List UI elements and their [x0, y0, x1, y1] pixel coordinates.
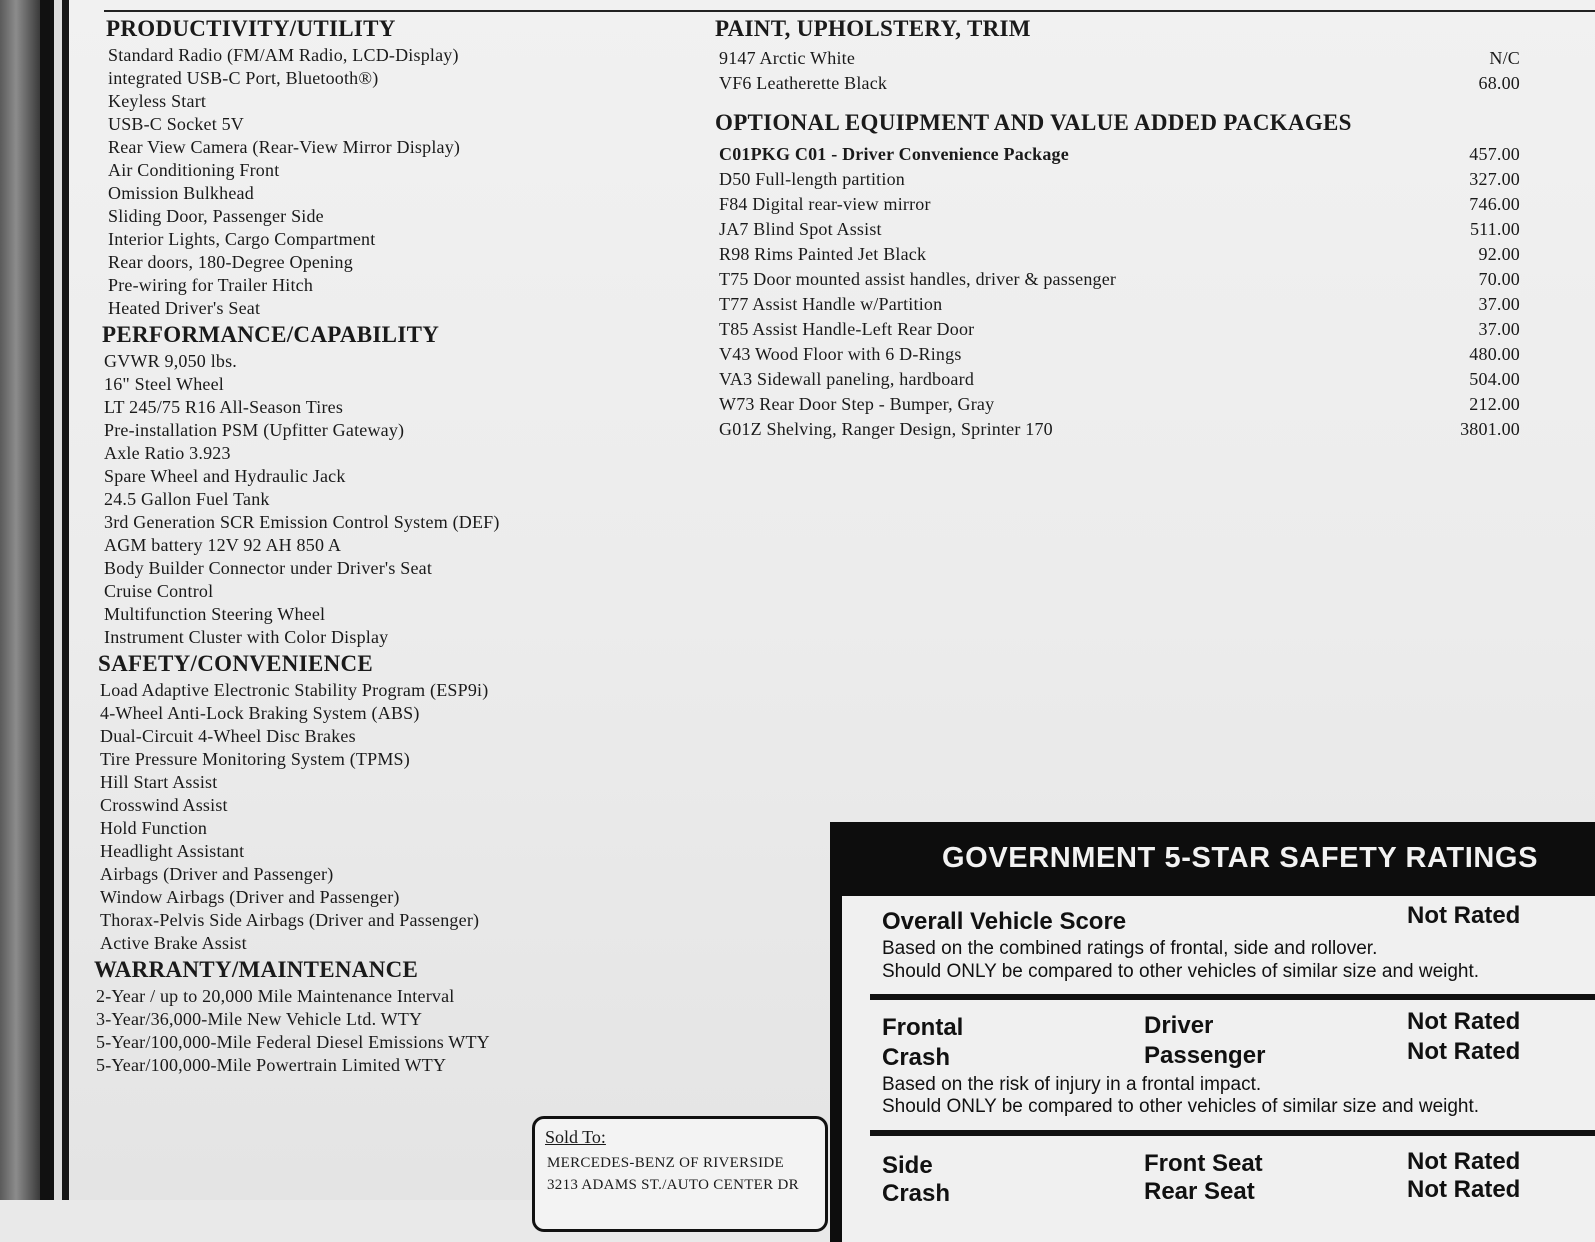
paint-title: PAINT, UPHOLSTERY, TRIM	[715, 16, 1031, 41]
list-item: USB-C Socket 5V	[108, 114, 245, 134]
list-item: Airbags (Driver and Passenger)	[100, 864, 334, 884]
list-item: Multifunction Steering Wheel	[104, 604, 326, 624]
list-item: Air Conditioning Front	[108, 160, 280, 180]
list-item: Active Brake Assist	[100, 933, 247, 953]
price-row	[719, 167, 1520, 192]
list-item: Standard Radio (FM/AM Radio, LCD-Display)	[108, 45, 459, 65]
row-label: T77 Assist Handle w/Partition	[719, 294, 943, 314]
list-item: Tire Pressure Monitoring System (TPMS)	[100, 749, 410, 769]
row-label: VF6 Leatherette Black	[719, 73, 888, 93]
list-item: Thorax-Pelvis Side Airbags (Driver and Passenger)	[100, 910, 480, 930]
optional-title: OPTIONAL EQUIPMENT AND VALUE ADDED PACKAGES	[715, 110, 1352, 135]
row-label: W73 Rear Door Step - Bumper, Gray	[719, 394, 995, 414]
list-item: Pre-installation PSM (Upfitter Gateway)	[104, 420, 405, 440]
row-label: 9147 Arctic White	[719, 48, 856, 68]
price-row	[719, 142, 1520, 167]
passenger-label: Passenger	[1144, 1042, 1266, 1069]
frontal-note-1: Based on the risk of injury in a frontal impact.	[882, 1074, 1262, 1095]
row-price: 504.00	[1469, 369, 1520, 389]
list-item: 24.5 Gallon Fuel Tank	[104, 489, 270, 509]
list-item: Headlight Assistant	[100, 841, 245, 861]
list-item: Keyless Start	[108, 91, 207, 111]
front-seat-rating: Not Rated	[1407, 1148, 1521, 1175]
driver-rating: Not Rated	[1407, 1008, 1521, 1035]
list-item: Cruise Control	[104, 581, 214, 601]
price-row	[719, 417, 1520, 442]
row-label: D50 Full-length partition	[719, 169, 905, 189]
list-item: 16" Steel Wheel	[104, 374, 224, 394]
overall-score-label: Overall Vehicle Score	[882, 908, 1127, 935]
list-item: GVWR 9,050 lbs.	[104, 351, 237, 371]
row-label: T85 Assist Handle-Left Rear Door	[719, 319, 975, 339]
row-label: F84 Digital rear-view mirror	[719, 194, 931, 214]
performance-section	[102, 322, 642, 649]
rear-seat-label: Rear Seat	[1144, 1178, 1255, 1205]
row-price: 746.00	[1469, 194, 1520, 214]
list-item: Rear View Camera (Rear-View Mirror Display)	[108, 137, 461, 157]
photo-left-edge	[0, 0, 40, 1200]
list-item: 5-Year/100,000-Mile Federal Diesel Emissions WTY	[96, 1032, 490, 1052]
list-item: Heated Driver's Seat	[108, 298, 261, 318]
left-border-gap	[54, 0, 62, 1200]
list-item: 5-Year/100,000-Mile Powertrain Limited WTY	[96, 1055, 447, 1075]
list-item: Sliding Door, Passenger Side	[108, 206, 324, 226]
list-item: 3rd Generation SCR Emission Control System (DEF)	[104, 512, 500, 532]
safety-ratings-title: GOVERNMENT 5-STAR SAFETY RATINGS	[942, 842, 1539, 874]
list-item: Window Airbags (Driver and Passenger)	[100, 887, 400, 907]
list-item: Omission Bulkhead	[108, 183, 254, 203]
list-item: Rear doors, 180-Degree Opening	[108, 252, 353, 272]
top-rule	[104, 10, 1595, 12]
list-item: Dual-Circuit 4-Wheel Disc Brakes	[100, 726, 356, 746]
list-item: LT 245/75 R16 All-Season Tires	[104, 397, 344, 417]
row-price: 68.00	[1478, 73, 1520, 93]
price-row	[719, 367, 1520, 392]
side-label: Side	[882, 1152, 933, 1179]
rear-seat-rating: Not Rated	[1407, 1176, 1521, 1203]
safety-ratings-panel	[830, 822, 1595, 1242]
row-price: 37.00	[1478, 319, 1520, 339]
price-row	[719, 267, 1520, 292]
row-label: JA7 Blind Spot Assist	[719, 219, 882, 239]
row-price: 327.00	[1469, 169, 1520, 189]
row-label: G01Z Shelving, Ranger Design, Sprinter 170	[719, 419, 1053, 439]
price-row	[719, 71, 1520, 96]
list-item: Pre-wiring for Trailer Hitch	[108, 275, 314, 295]
list-item: 3-Year/36,000-Mile New Vehicle Ltd. WTY	[96, 1009, 423, 1029]
row-price: 457.00	[1469, 144, 1520, 164]
productivity-title: PRODUCTIVITY/UTILITY	[106, 16, 396, 41]
paint-list	[719, 46, 1520, 96]
row-label: VA3 Sidewall paneling, hardboard	[719, 369, 975, 389]
list-item: Instrument Cluster with Color Display	[104, 627, 389, 647]
productivity-section	[102, 16, 642, 320]
row-label: R98 Rims Painted Jet Black	[719, 244, 927, 264]
list-item: AGM battery 12V 92 AH 850 A	[104, 535, 342, 555]
list-item: Spare Wheel and Hydraulic Jack	[104, 466, 346, 486]
row-label: C01PKG C01 - Driver Convenience Package	[719, 144, 1069, 164]
row-price: 480.00	[1469, 344, 1520, 364]
list-item: 2-Year / up to 20,000 Mile Maintenance Interval	[96, 986, 455, 1006]
row-price: 511.00	[1469, 219, 1520, 239]
front-seat-label: Front Seat	[1144, 1150, 1263, 1177]
row-price: 37.00	[1478, 294, 1520, 314]
passenger-rating: Not Rated	[1407, 1038, 1521, 1065]
sold-to-title: Sold To:	[545, 1127, 606, 1147]
list-item: Hill Start Assist	[100, 772, 218, 792]
frontal-note-2: Should ONLY be compared to other vehicles of similar size and weight.	[882, 1096, 1480, 1117]
row-price: 212.00	[1469, 394, 1520, 414]
row-price: N/C	[1489, 48, 1520, 68]
left-border-thin	[62, 0, 69, 1200]
rule-1	[870, 994, 1595, 1000]
sold-to-address: 3213 ADAMS ST./AUTO CENTER DR	[547, 1177, 799, 1193]
left-column	[94, 16, 642, 1077]
warranty-title: WARRANTY/MAINTENANCE	[94, 957, 419, 982]
list-item: Axle Ratio 3.923	[104, 443, 231, 463]
optional-list	[719, 142, 1520, 442]
crash-label: Crash	[882, 1044, 951, 1071]
right-column	[715, 16, 1520, 442]
price-row	[719, 242, 1520, 267]
safety-ratings-body	[842, 896, 1595, 1242]
row-label: V43 Wood Floor with 6 D-Rings	[719, 344, 962, 364]
performance-list	[104, 350, 642, 649]
price-row	[719, 217, 1520, 242]
safety-convenience-list	[100, 679, 642, 955]
row-price: 3801.00	[1460, 419, 1520, 439]
frontal-label: Frontal	[882, 1014, 964, 1041]
list-item: integrated USB-C Port, Bluetooth®)	[108, 68, 379, 88]
list-item: Crosswind Assist	[100, 795, 228, 815]
price-row	[719, 46, 1520, 71]
list-item: 4-Wheel Anti-Lock Braking System (ABS)	[100, 703, 420, 723]
left-border-thick	[40, 0, 54, 1200]
sold-to-box	[532, 1116, 828, 1232]
side-crash-label: Crash	[882, 1180, 951, 1207]
price-row	[719, 392, 1520, 417]
row-label: T75 Door mounted assist handles, driver & passenger	[719, 269, 1117, 289]
productivity-list	[108, 44, 642, 320]
safety-convenience-section	[98, 651, 642, 955]
warranty-section	[94, 957, 642, 1077]
list-item: Interior Lights, Cargo Compartment	[108, 229, 376, 249]
row-price: 70.00	[1478, 269, 1520, 289]
list-item: Body Builder Connector under Driver's Seat	[104, 558, 433, 578]
overall-note-1: Based on the combined ratings of frontal, side and rollover.	[882, 938, 1378, 959]
price-row	[719, 292, 1520, 317]
price-row	[719, 317, 1520, 342]
list-item: Hold Function	[100, 818, 208, 838]
sold-to-dealer: MERCEDES-BENZ OF RIVERSIDE	[547, 1155, 784, 1171]
price-row	[719, 342, 1520, 367]
list-item: Load Adaptive Electronic Stability Program (ESP9i)	[100, 680, 489, 700]
price-row	[719, 192, 1520, 217]
overall-score-value: Not Rated	[1407, 902, 1521, 929]
warranty-list	[96, 985, 642, 1077]
row-price: 92.00	[1478, 244, 1520, 264]
rule-2	[870, 1130, 1595, 1136]
overall-note-2: Should ONLY be compared to other vehicles of similar size and weight.	[882, 961, 1480, 982]
performance-title: PERFORMANCE/CAPABILITY	[102, 322, 440, 347]
safety-convenience-title: SAFETY/CONVENIENCE	[98, 651, 374, 676]
driver-label: Driver	[1144, 1012, 1214, 1039]
